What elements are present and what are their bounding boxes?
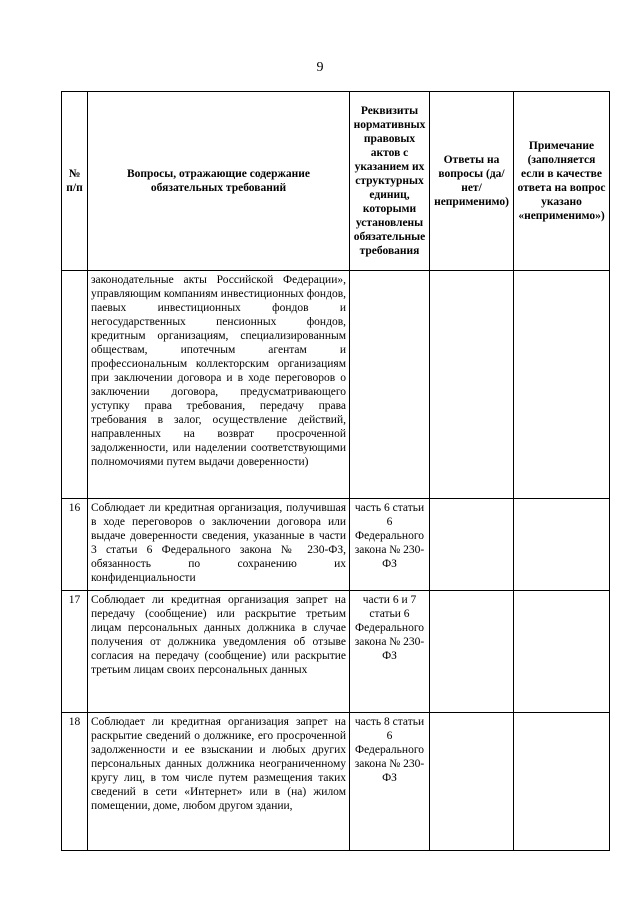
row-note-cell[interactable] [514,271,610,499]
table-row [62,591,610,713]
row-note-cell[interactable] [514,499,610,591]
row-question: Соблюдает ли кредитная организация, получившая в ходе переговоров о заключении договора или выдаче доверенности сведения, указанные в части 3 статьи 6 Федерального закона № 230-ФЗ, обязанность по сохранению их конфиденциальности [88,499,350,591]
row-requisites: часть 6 статьи 6 Федерального закона № 230-ФЗ [350,499,430,591]
requirements-table [61,91,610,851]
row-requisites: часть 8 статьи 6 Федерального закона № 230-ФЗ [350,713,430,851]
row-num [62,271,88,499]
page-number: 9 [316,60,324,75]
row-note-cell[interactable] [514,591,610,713]
table-row [62,271,610,499]
row-num: 16 [62,499,88,591]
table-row [62,713,610,851]
row-num: 17 [62,591,88,713]
row-requisites [350,271,430,499]
row-num: 18 [62,713,88,851]
row-question: Соблюдает ли кредитная организация запрет на раскрытие сведений о должнике, его просроченной задолженности и ее взыскании и любых других персональных данных должника неограниченному кругу лиц, в том числе путем размещения таких сведений в сети «Интернет» или в (на) жилом помещении, доме, любом другом здании, [88,713,350,851]
row-answer-cell[interactable] [430,499,514,591]
row-answer-cell[interactable] [430,713,514,851]
header-answers: Ответы на вопросы (да/нет/ неприменимо) [430,92,514,271]
header-num: № п/п [62,92,88,271]
header-question: Вопросы, отражающие содержание обязательных требований [88,92,350,271]
row-requisites: части 6 и 7 статьи 6 Федерального закона № 230-ФЗ [350,591,430,713]
header-note: Примечание (заполняется если в качестве ответа на вопрос указано «неприменимо») [514,92,610,271]
table-header-row [62,92,610,271]
row-answer-cell[interactable] [430,271,514,499]
header-requisites: Реквизиты нормативных правовых актов с указанием их структурных единиц, которыми установлены обязательные требования [350,92,430,271]
row-question: законодательные акты Российской Федерации», управляющим компаниям инвестиционных фондов, паевых инвестиционных фондов и негосударственных пенсионных фондов, кредитным организациям, специализированным обществам, ипотечным агентам и профессиональным коллекторским организациям при заключении договора и в ходе переговоров о заключении договора, предусматривающего уступку права требования, передачу права требования в залог, осуществление действий, направленных на возврат просроченной задолженности, или наделении соответствующими полномочиями путем выдачи доверенности) [88,271,350,499]
table-row [62,499,610,591]
row-question: Соблюдает ли кредитная организация запрет на передачу (сообщение) или раскрытие третьим лицам персональных данных должника в случае получения от должника уведомления об отзыве согласия на передачу (сообщение) или раскрытие третьим лицам своих персональных данных [88,591,350,713]
row-answer-cell[interactable] [430,591,514,713]
row-note-cell[interactable] [514,713,610,851]
